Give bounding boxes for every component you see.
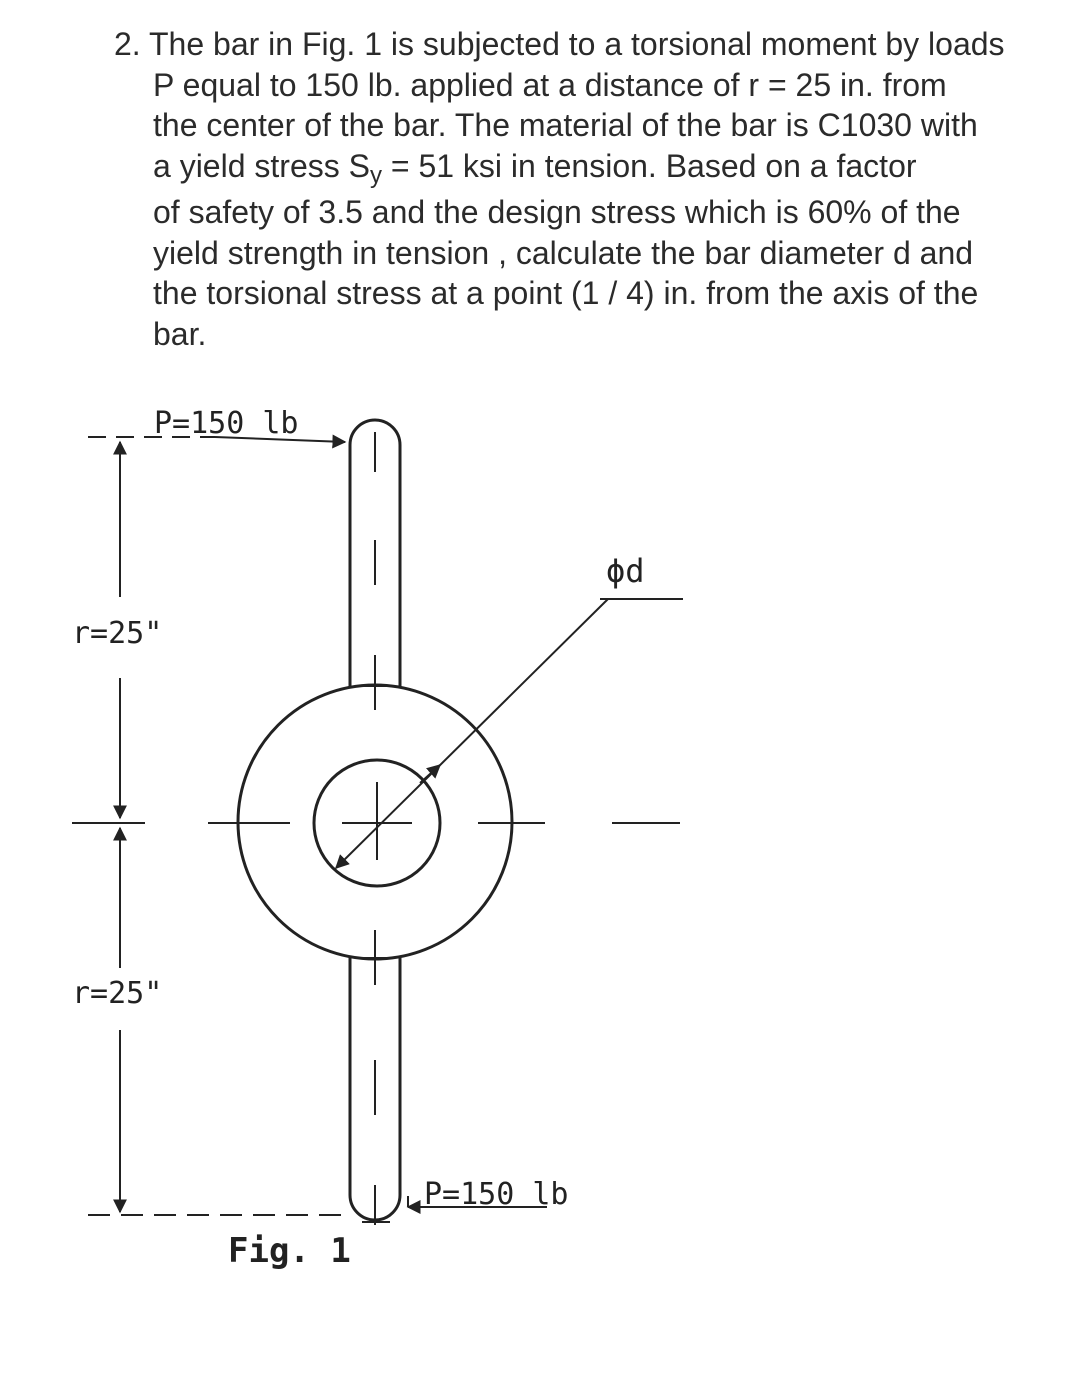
problem-line-3: the center of the bar. The material of the bar is C1030 with xyxy=(153,107,978,143)
top-load-label: P=150 lb xyxy=(154,406,299,441)
problem-line-1: 2. The bar in Fig. 1 is subjected to a torsional moment by loads xyxy=(114,26,1005,62)
problem-line-8: bar. xyxy=(153,315,207,352)
figure-caption: Fig. 1 xyxy=(228,1231,351,1271)
diameter-label: ϕd xyxy=(606,552,645,590)
radius-upper-label: r=25" xyxy=(72,616,163,651)
problem-line-4: a yield stress $S_y = 51$ ksi in tension. Based on a factor xyxy=(153,147,917,189)
radius-lower-label: r=25" xyxy=(72,976,163,1011)
problem-line-7: the torsional stress at a point (1 / 4) in. from the axis of the xyxy=(153,275,979,311)
diameter-leader-arrowend xyxy=(420,765,440,783)
problem-statement xyxy=(114,24,1054,354)
problem-line-6: yield strength in tension , calculate the bar diameter d and xyxy=(153,234,974,271)
bottom-load-label: P=150 lb xyxy=(424,1177,569,1212)
diameter-leader xyxy=(336,599,608,868)
figure-1 xyxy=(0,380,1080,1340)
problem-number: 2. xyxy=(114,26,141,62)
problem-line-5: of safety of 3.5 and the design stress which is 60% of the xyxy=(153,194,961,230)
problem-line-2: P equal to 150 lb. applied at a distance of r = 25 in. from xyxy=(153,66,947,103)
figure-1-drawing xyxy=(0,380,1080,1340)
